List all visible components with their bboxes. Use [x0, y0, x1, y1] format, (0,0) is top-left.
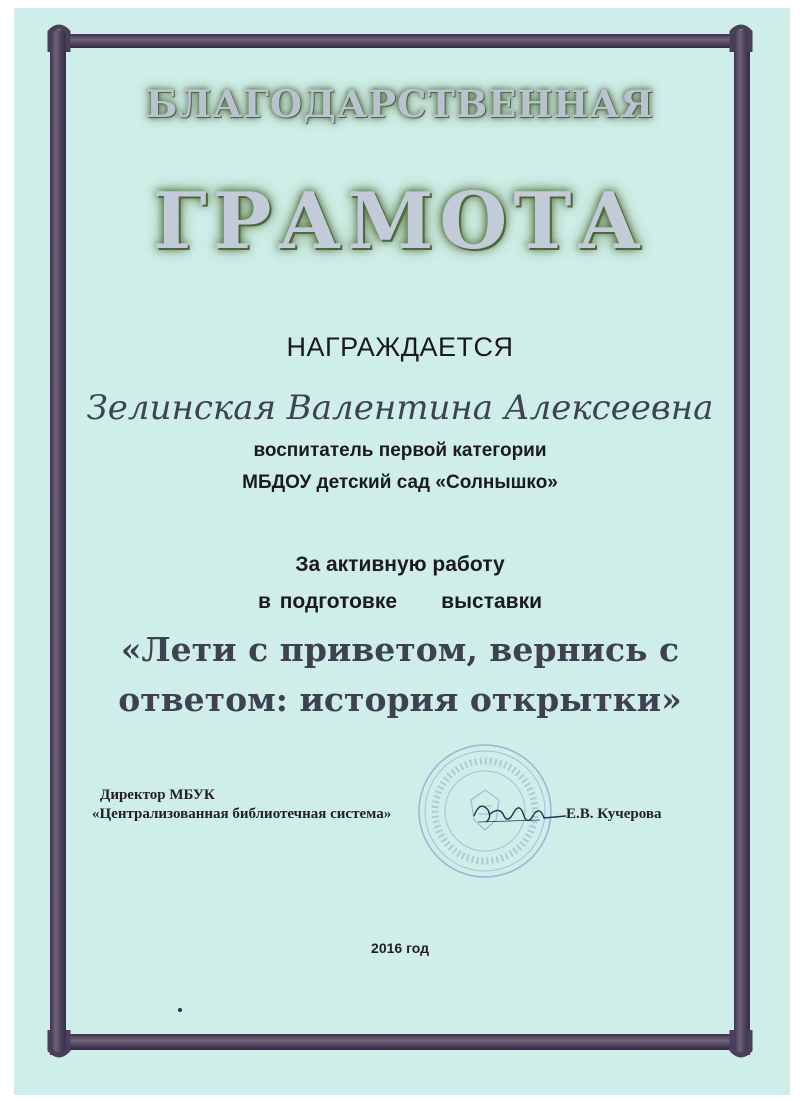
- signatory-organization: «Централизованная библиотечная система»: [92, 806, 392, 822]
- award-reason-line1: За активную работу: [295, 553, 505, 576]
- exhibition-title-line2: ответом: история открытки»: [118, 680, 682, 719]
- award-reason-line2: в подготовке выставки: [257, 590, 542, 613]
- certificate-sheet: [14, 8, 790, 1095]
- certificate-year: 2016 год: [371, 940, 429, 956]
- frame-corner-ornament: [726, 1030, 756, 1060]
- certificate-title-upper: БЛАГОДАРСТВЕННАЯ: [145, 82, 655, 126]
- signatory-title: Директор МБУК: [100, 787, 215, 803]
- frame-corner-ornament: [44, 1030, 74, 1060]
- frame-top-border: [68, 34, 736, 48]
- frame-bottom-border: [50, 1034, 750, 1050]
- recipient-name: Зелинская Валентина Алексеевна: [86, 388, 714, 428]
- recipient-position: воспитатель первой категории: [253, 440, 547, 461]
- recipient-organization: МБДОУ детский сад «Солнышко»: [242, 472, 558, 493]
- frame-corner-ornament: [726, 22, 756, 52]
- signatory-name: Е.В. Кучерова: [566, 806, 662, 822]
- awarded-heading: НАГРАЖДАЕТСЯ: [286, 332, 514, 362]
- print-speck: [178, 1008, 182, 1012]
- certificate-title-main: ГРАМОТА: [153, 176, 647, 267]
- exhibition-title-line1: «Лети с приветом, вернись с: [120, 630, 680, 669]
- handwritten-signature: [470, 796, 570, 836]
- frame-corner-ornament: [44, 22, 74, 52]
